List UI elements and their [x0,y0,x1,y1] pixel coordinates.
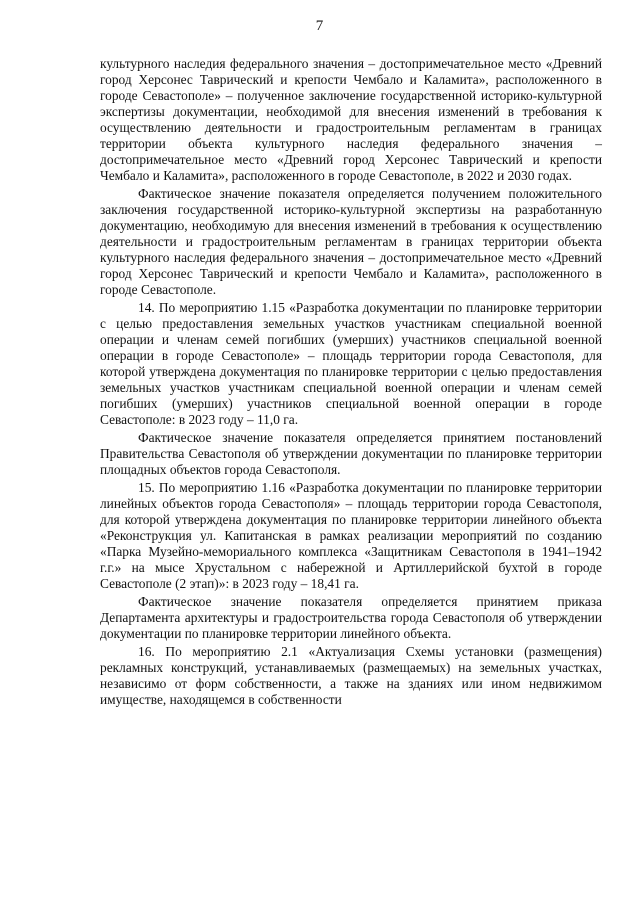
paragraph-indicator-note: Фактическое значение показателя определяется принятием постановлений Правительства Севастополя об утверждении документации по планировке территории площадных объектов города Севастополя. [100,430,602,477]
paragraph-item-14: 14. По мероприятию 1.15 «Разработка документации по планировке территории с целью предоставления земельных участков участникам специальной военной операции и членам семей погибших (умерших) участников специальной военной операции в городе Севастополе» – площадь территории города Севастополя, для которой утверждена документация по планировке территории с целью предоставления земельных участков участникам специальной военной операции и членам семей погибших (умерших) участников специальной военной операции в городе Севастополе: в 2023 году – 11,0 га. [100,300,602,427]
page-number: 7 [315,18,324,34]
document-body [100,56,602,710]
paragraph-indicator-note: Фактическое значение показателя определяется принятием приказа Департамента архитектуры и градостроительства города Севастополя об утверждении документации по планировке территории линейного объекта. [100,594,602,641]
paragraph-continuation: культурного наследия федерального значения – достопримечательное место «Древний город Херсонес Таврический и крепости Чембало и Каламита», расположенного в городе Севастополе» – полученное заключение государственной историко-культурной экспертизы документации, необходимой для внесения изменений в требования к осуществлению деятельности и градостроительным регламентам в границах территории объекта культурного наследия федерального значения – достопримечательное место «Древний город Херсонес Таврический и крепости Чембало и Каламита», расположенного в городе Севастополе, в 2022 и 2030 годах. [100,56,602,183]
paragraph-item-16: 16. По мероприятию 2.1 «Актуализация Схемы установки (размещения) рекламных конструкций, устанавливаемых (размещаемых) на земельных участках, независимо от форм собственности, а также на зданиях или ином недвижимом имуществе, находящемся в собственности [100,644,602,707]
paragraph-indicator-note: Фактическое значение показателя определяется получением положительного заключения государственной историко-культурной экспертизы на разработанную документацию, необходимую для внесения изменений в требования к осуществлению деятельности и градостроительным регламентам в границах территории объекта культурного наследия федерального значения – достопримечательное место «Древний город Херсонес Таврический и крепости Чембало и Каламита», расположенного в городе Севастополе. [100,186,602,297]
paragraph-item-15: 15. По мероприятию 1.16 «Разработка документации по планировке территории линейных объектов города Севастополя» – площадь территории города Севастополя, для которой утверждена документация по планировке территории линейного объекта «Реконструкция ул. Капитанская в рамках реализации мероприятий по созданию «Парка Музейно-мемориального комплекса «Защитникам Севастополя в 1941–1942 г.г.» на мысе Хрустальном с набережной и Артиллерийской бухтой в городе Севастополе (2 этап)»: в 2023 году – 18,41 га. [100,480,602,591]
